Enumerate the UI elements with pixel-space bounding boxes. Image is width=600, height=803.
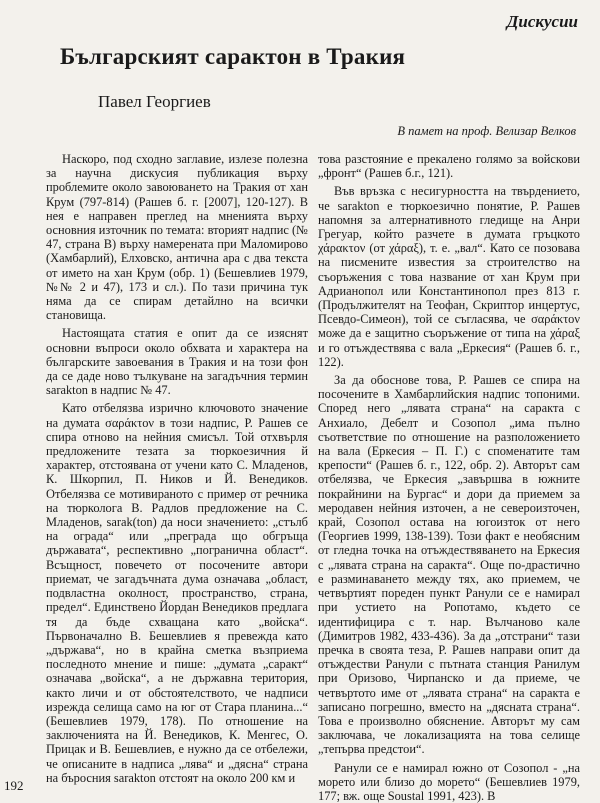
dedication: В памет на проф. Велизар Велков: [397, 124, 576, 138]
page-number: 192: [4, 778, 24, 793]
paragraph: Като отбелязва изрично ключовото значение на думата σαράκτον в този надпис, Р. Рашев се спира отново на нейния смисъл. Той отхвърля предложените тезата за тюркоезичния й характер, отстоявана от учени като С. Младенов, К. Шкорпил, П. Ников и Й. Венедиков. Отбелязва се мотивираното с пример от речника на тюрколога В. Радлов предложение на С. Младенов, sarak(ton) да носи значението: „стълб на ограда“ или „преграда що обгръща държавата“, респективно „погранична област“. Всъщност, повечето от посочените автори приемат, че загадъчната дума означава „област, подвластна околност, пространство, страна, предел“. Единствено Йордан Венедиков предлага тя да бъде схващана като „войска“. Първоначално В. Бешевлиев я превежда като „държава“, но в крайна сметка възприема последното мнение и пише: „думата „саракт“ означава „войска“, а не държавна територия, както личи и от обстоятелството, че надписи изрежда селища само на юг от Стара планина...“ (Бешевлиев 1979, 178). По отношение на заключенията на Й. Венедиков, К. Менгес, О. Прицак и В. Бешевлиев, е нужно да се отбележи, че описаните в надписа „лява“ и „дясна“ страна на бъросния sarakton отстоят на около 200 км и: [46, 401, 308, 785]
right-column: [318, 152, 580, 803]
paragraph: това разстояние е прекалено голямо за войскови „фронт“ (Рашев б.г., 121).: [318, 152, 580, 181]
article-author: Павел Георгиев: [98, 92, 211, 111]
left-column: [46, 152, 308, 785]
paragraph: Във връзка с несигурността на твърдението, че sarakton е тюркоезично понятие, Р. Рашев напомня за алтернативното гледище на Анри Грегуар, който разчете в думата гръцкото χάρακτον (от χάραξ), т. е. „вал“. Като се позовава на писмените известия за строителство на съоръжения с това название от хан Крум при Адрианопол или Константинопол през 813 г. (Продължителят на Теофан, Скриптор инцертус, Псевдо-Симеон), той се съгласява, че σαράκτον може да е защитно съоръжение от типа на χάραξ и го отъждествява с вала „Еркесия“ (Рашев б. г., 122).: [318, 184, 580, 369]
paragraph: Наскоро, под сходно заглавие, излезе полезна за научна дискусия публикация върху проблемите около завоюването на Тракия от хан Крум (797-814) (Рашев б. г. [2007], 120-127). В нея е направен преглед на мненията върху основния източник по темата: вторият надпис (№ 47, страна В) върху намерената при Маломирово (Хамбарлий), Елховско, антична ара с два текста от името на хан Крум (обр. 1) (Бешевлиев 1979, №№ 2 и 47), 173 и сл.). По тази причина тук няма да се спирам детайлно на всички становища.: [46, 152, 308, 323]
paragraph: За да обоснове това, Р. Рашев се спира на посочените в Хамбарлийския надпис топоними. Според него „лявата страна“ на саракта с Анхиало, Дебелт и Созопол „има пълно съответствие по отношение на разположението на вала (Еркесия – П. Г.) с споменатите там крепости“ (Рашев б. г., 122, обр. 2). Авторът сам отбелязва, че Еркесия „завършва в южните покрайнини на Бургас“ и дори да приемем за меродавен нейния източен, а не североизточен, край, Созопол остава на югоизток от него (Георгиев 1999, 138-139). Този факт е необясним от гледна точка на отъждествяването на Еркесия с „лявата страна на саракта“. Още по-драстично е разминаването между тях, ако приемем, че четвъртият пореден пункт Ранули се е намирал при устието на Ропотамо, където се идентифицира с т. нар. Вълчаново кале (Димитров 1982, 433-436). За да „отстрани“ тази пречка в своята теза, Р. Рашев направи опит да отъждестви Ранули с пътната станция Ранилум при Оризово, Чирпанско и да приеме, че четвъртото име от „лявата страна“ на саракта е записано погрешно, вместо на „дясната страна“. Това е произволно обяснение. Авторът му сам заключава, че локализацията на това селище „тепърва предстои“.: [318, 373, 580, 757]
paragraph: Настоящата статия е опит да се изяснят основни въпроси около обхвата и характера на българските завоевания в Тракия и на този фон да се даде ново тълкуване на загадъчния термин sarakton в надпис № 47.: [46, 326, 308, 398]
article-title: Българският сарактон в Тракия: [60, 44, 406, 69]
paragraph: Ранули се е намирал южно от Созопол - „на морето или близо до морето“ (Бешевлиев 1979, 177; вж. още Soustal 1991, 423). В: [318, 760, 580, 803]
section-tag: Дискусии: [506, 12, 578, 31]
